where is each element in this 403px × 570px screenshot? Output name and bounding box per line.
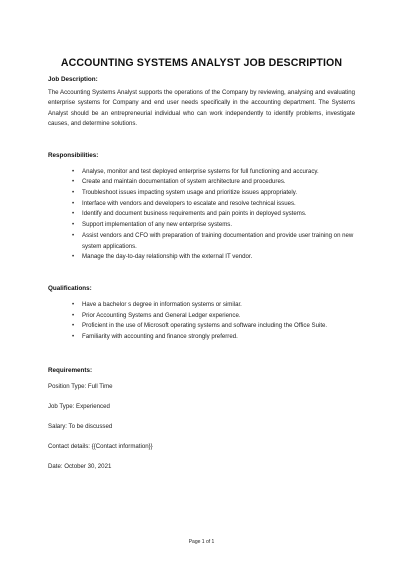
responsibilities-list bbox=[48, 167, 355, 263]
contact-details: Contact details: {{Contact information}} bbox=[48, 442, 153, 450]
document-title: ACCOUNTING SYSTEMS ANALYST JOB DESCRIPTION bbox=[60, 57, 343, 69]
bullet-icon: • bbox=[72, 167, 75, 175]
list-item: • Analyse, monitor and test deployed enterprise systems for full functioning and accuracy. bbox=[72, 167, 355, 178]
bullet-icon: • bbox=[72, 333, 75, 341]
list-item: • Familiarity with accounting and finance strongly preferred. bbox=[72, 332, 355, 343]
salary: Salary: To be discussed bbox=[48, 422, 113, 430]
responsibilities-heading: Responsibilities: bbox=[48, 151, 99, 159]
bullet-icon: • bbox=[72, 178, 75, 186]
requirements-section bbox=[48, 367, 355, 472]
list-item: • Support implementation of any new enterprise systems. bbox=[72, 220, 355, 231]
bullet-icon: • bbox=[72, 322, 75, 330]
job-description-text: The Accounting Systems Analyst supports the operations of the Company by reviewing, analysing and evaluating enterprise systems for Company and end user needs specifically in the accounting department. The Systems Analyst should be an entrepreneurial individual who can work independently to identify problems, investigate causes, and determine solutions. bbox=[48, 89, 355, 128]
job-description-section bbox=[48, 76, 355, 130]
list-item: • Prior Accounting Systems and General Ledger experience. bbox=[72, 311, 355, 322]
bullet-icon: • bbox=[72, 311, 75, 319]
list-item: • Manage the day-to-day relationship with the external IT vendor. bbox=[72, 252, 355, 263]
requirements-heading: Requirements: bbox=[48, 366, 93, 374]
list-item: • Assist vendors and CFO with preparation of training documentation and provide user training on new system applications. bbox=[72, 231, 354, 250]
document-date: Date: October 30, 2021 bbox=[48, 462, 112, 470]
bullet-icon: • bbox=[72, 221, 75, 229]
list-item: • Troubleshoot issues impacting system usage and prioritize issues appropriately. bbox=[72, 188, 355, 199]
qualifications-heading: Qualifications: bbox=[48, 284, 92, 292]
bullet-icon: • bbox=[72, 253, 75, 261]
bullet-icon: • bbox=[72, 300, 75, 308]
list-item: • Have a bachelor s degree in information systems or similar. bbox=[72, 300, 355, 311]
list-item: • Create and maintain documentation of system architecture and procedures. bbox=[72, 177, 355, 188]
bullet-icon: • bbox=[72, 199, 75, 207]
bullet-icon: • bbox=[72, 210, 75, 218]
responsibilities-section bbox=[48, 152, 355, 263]
job-description-heading: Job Description: bbox=[48, 76, 98, 83]
list-item: • Interface with vendors and developers to escalate and resolve technical issues. bbox=[72, 199, 355, 210]
list-item: • Proficient in the use of Microsoft operating systems and software including the Office Suite. bbox=[72, 321, 355, 332]
qualifications-list bbox=[48, 300, 355, 343]
position-type: Position Type: Full Time bbox=[48, 382, 113, 390]
qualifications-section bbox=[48, 285, 355, 343]
list-item: • Identify and document business requirements and pain points in deployed systems. bbox=[72, 209, 355, 220]
page-number: Page 1 of 1 bbox=[188, 539, 215, 545]
bullet-icon: • bbox=[72, 231, 75, 239]
bullet-icon: • bbox=[72, 189, 75, 197]
job-type: Job Type: Experienced bbox=[48, 402, 110, 410]
